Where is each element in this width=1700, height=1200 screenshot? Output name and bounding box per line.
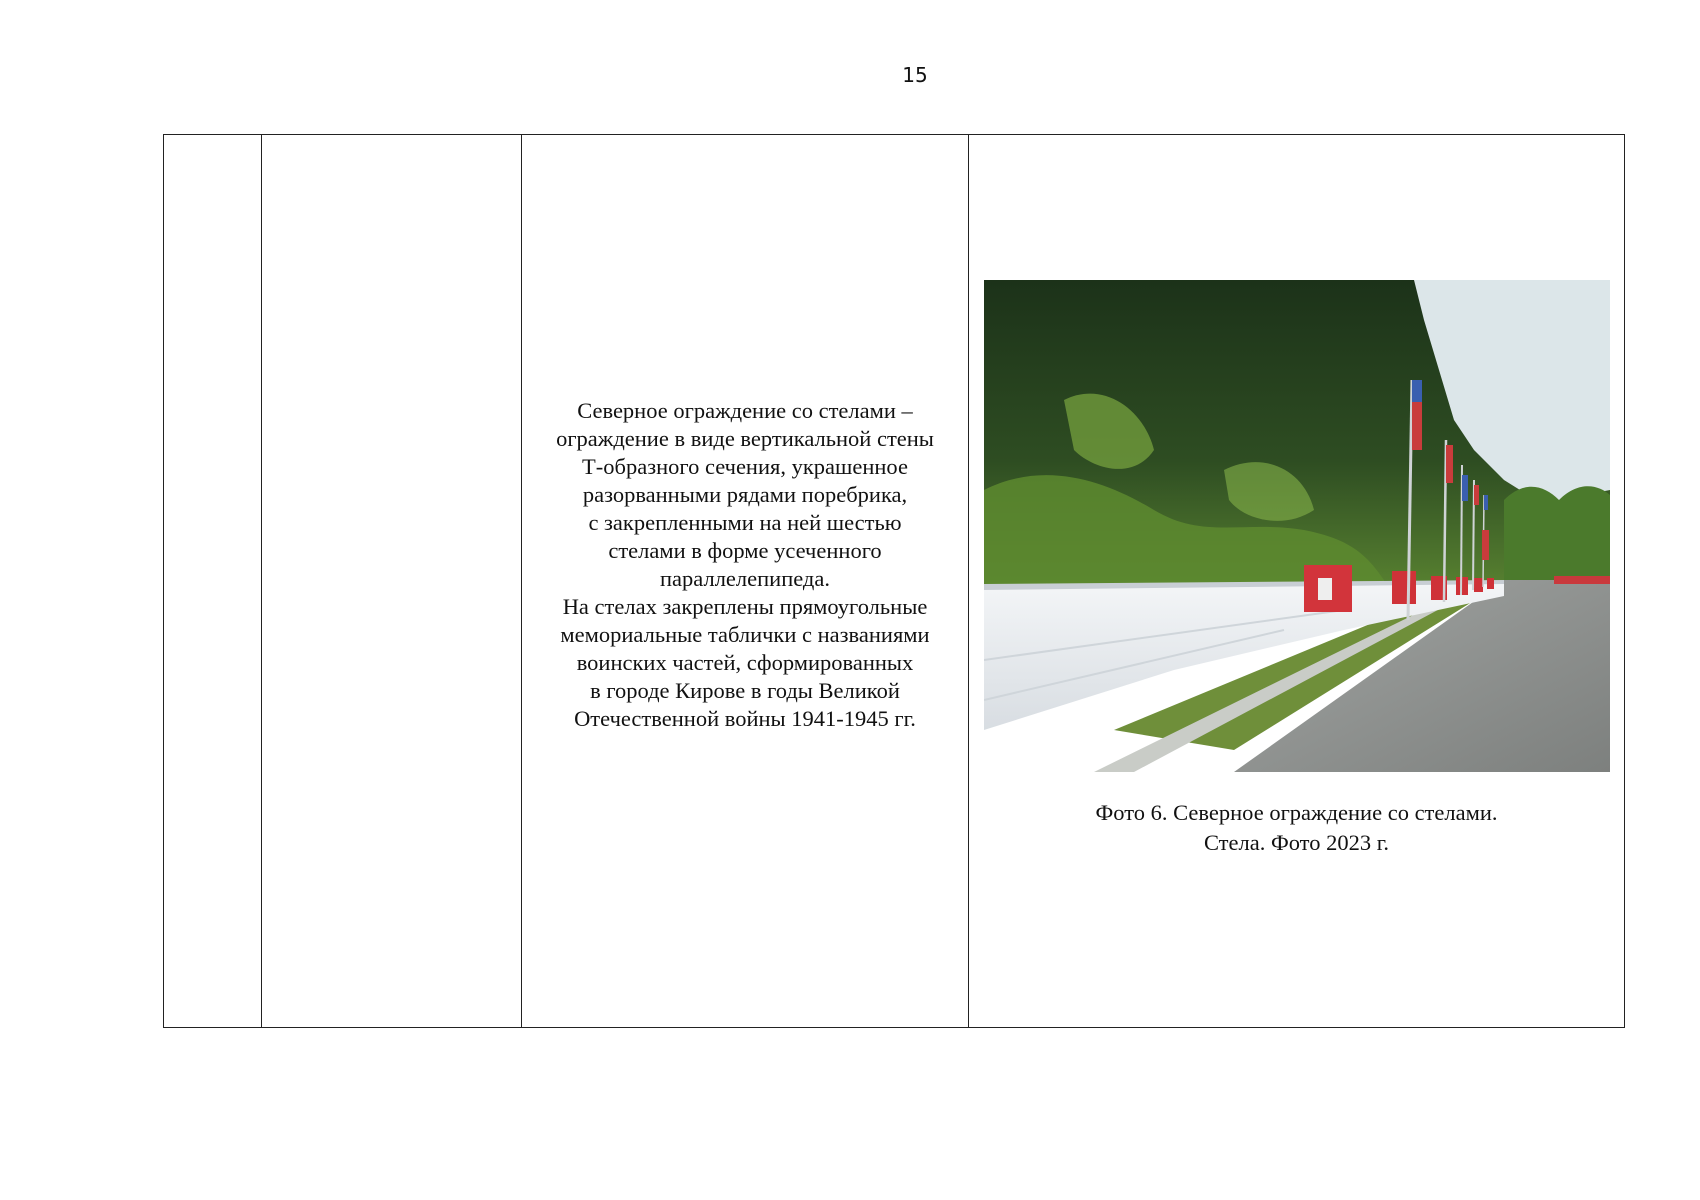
cell-photo bbox=[969, 135, 1625, 1028]
cell-name bbox=[262, 135, 522, 1028]
description-text: Северное ограждение со стелами – ограждение в виде вертикальной стены Т-образного сечения, украшенное разорванными рядами поребрика, с закрепленными на ней шестью стелами в форме усеченного параллелепипеда. На стелах закреплены прямоугольные мемориальные таблички с названиями воинских частей, сформированных в городе Кирове в годы Великой Отечественной войны 1941-1945 гг. bbox=[556, 398, 934, 731]
caption-line-2: Стела. Фото 2023 г. bbox=[1203, 830, 1390, 855]
table-row bbox=[164, 135, 1625, 1028]
memorial-wall-photo bbox=[984, 280, 1610, 772]
heritage-table bbox=[163, 134, 1625, 1028]
page-number: 15 bbox=[902, 63, 928, 87]
photo-caption bbox=[969, 798, 1624, 858]
stele-5 bbox=[1474, 578, 1483, 592]
stele-6 bbox=[1487, 578, 1494, 589]
cell-number bbox=[164, 135, 262, 1028]
caption-line-1: Фото 6. Северное ограждение со стелами. bbox=[1095, 800, 1498, 825]
stele-2 bbox=[1392, 571, 1416, 604]
cell-description bbox=[522, 135, 969, 1028]
